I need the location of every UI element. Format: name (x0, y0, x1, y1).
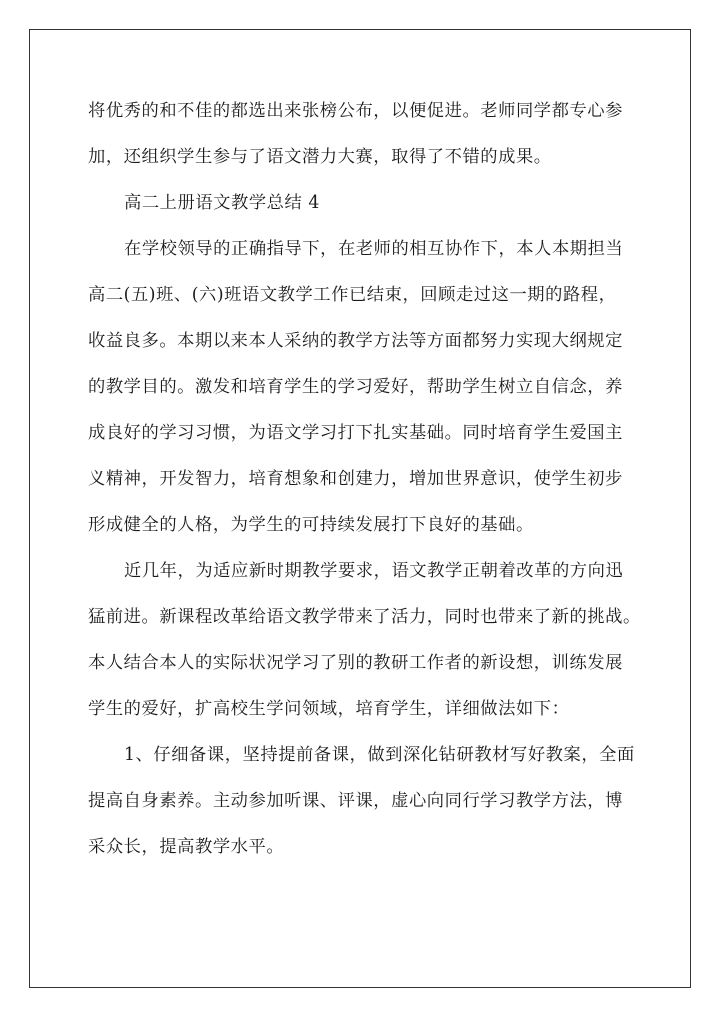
text-line: 加，还组织学生参与了语文潜力大赛，取得了不错的成果。 (88, 147, 552, 167)
section-heading: 高二上册语文教学总结 4 (124, 193, 320, 213)
text-line: 形成健全的人格，为学生的可持续发展打下良好的基础。 (88, 515, 534, 535)
text-line: 义精神，开发智力，培育想象和创建力，增加世界意识，使学生初步 (88, 469, 623, 489)
text-line: 近几年，为适应新时期教学要求，语文教学正朝着改革的方向迅 (124, 561, 624, 581)
text-line: 成良好的学习习惯，为语文学习打下扎实基础。同时培育学生爱国主 (88, 423, 623, 443)
text-line: 高二(五)班、(六)班语文教学工作已结束，回顾走过这一期的路程， (88, 285, 617, 305)
text-line: 猛前进。新课程改革给语文教学带来了活力，同时也带来了新的挑战。 (88, 607, 641, 627)
text-line: 本人结合本人的实际状况学习了别的教研工作者的新设想，训练发展 (88, 653, 623, 673)
text-line: 提高自身素养。主动参加听课、评课，虚心向同行学习教学方法，博 (88, 791, 623, 811)
text-line: 1、仔细备课，坚持提前备课，做到深化钻研教材写好教案，全面 (124, 745, 635, 765)
text-line: 的教学目的。激发和培育学生的学习爱好，帮助学生树立自信念，养 (88, 377, 623, 397)
text-line: 采众长，提高教学水平。 (88, 837, 285, 857)
text-line: 收益良多。本期以来本人采纳的教学方法等方面都努力实现大纲规定 (88, 331, 623, 351)
text-line: 在学校领导的正确指导下，在老师的相互协作下，本人本期担当 (124, 239, 624, 259)
text-line: 学生的爱好，扩高校生学问领域，培育学生，详细做法如下： (88, 699, 570, 719)
document-body (88, 93, 641, 875)
text-line: 将优秀的和不佳的都选出来张榜公布，以便促进。老师同学都专心参 (88, 101, 623, 121)
